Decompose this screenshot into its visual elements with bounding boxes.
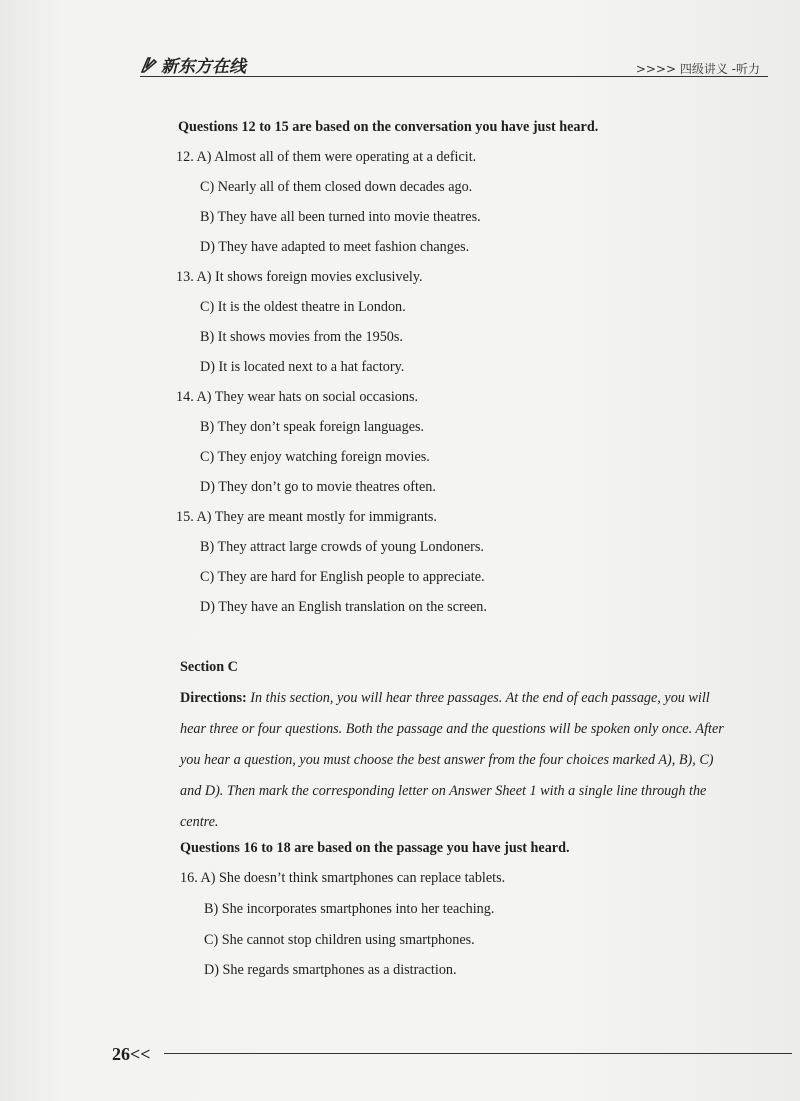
- page-number: 26<<: [112, 1044, 151, 1064]
- q12-option-a: 12. A) Almost all of them were operating at a deficit.: [176, 149, 477, 165]
- directions-label: Directions:: [180, 690, 247, 706]
- footer-divider: [164, 1053, 792, 1054]
- logo: [140, 52, 246, 77]
- directions-line-4: and D). Then mark the corresponding letter on Answer Sheet 1 with a single line through the: [180, 783, 707, 799]
- directions-line-1: [180, 690, 710, 707]
- q14-option-c: C) They enjoy watching foreign movies.: [200, 449, 430, 465]
- directions-line-2: hear three or four questions. Both the passage and the questions will be spoken only once. After: [180, 721, 724, 737]
- questions-16-18-heading: Questions 16 to 18 are based on the passage you have just heard.: [180, 840, 570, 856]
- section-c-title: Section C: [180, 659, 238, 675]
- q14-option-d: D) They don’t go to movie theatres often.: [200, 479, 436, 495]
- q13-option-b: B) It shows movies from the 1950s.: [200, 329, 403, 345]
- q12-option-b: B) They have all been turned into movie theatres.: [200, 209, 481, 225]
- header-section-label: >>>> 四级讲义 -听力: [635, 62, 760, 76]
- page-footer: [112, 1040, 792, 1064]
- q12-option-c: C) Nearly all of them closed down decades ago.: [200, 179, 473, 195]
- q15-option-b: B) They attract large crowds of young Londoners.: [200, 539, 484, 555]
- logo-text: 新东方在线: [161, 57, 246, 77]
- q14-option-b: B) They don’t speak foreign languages.: [200, 419, 425, 435]
- q16-option-d: D) She regards smartphones as a distraction.: [204, 962, 457, 978]
- directions-text-1: In this section, you will hear three passages. At the end of each passage, you will: [250, 690, 710, 706]
- logo-icon: [140, 56, 158, 74]
- q16-option-b: B) She incorporates smartphones into her teaching.: [204, 901, 495, 917]
- questions-12-15-heading: Questions 12 to 15 are based on the conversation you have just heard.: [178, 119, 599, 135]
- q13-option-c: C) It is the oldest theatre in London.: [200, 299, 406, 315]
- q15-option-a: 15. A) They are meant mostly for immigrants.: [176, 509, 437, 525]
- q12-option-d: D) They have adapted to meet fashion changes.: [200, 239, 470, 255]
- page-header: [140, 48, 768, 78]
- q15-option-d: D) They have an English translation on the screen.: [200, 599, 487, 615]
- q14-option-a: 14. A) They wear hats on social occasions.: [176, 389, 419, 405]
- header-divider: [140, 76, 768, 77]
- q13-option-a: 13. A) It shows foreign movies exclusively.: [176, 269, 423, 285]
- directions-line-3: you hear a question, you must choose the best answer from the four choices marked A), B), C): [180, 752, 714, 768]
- directions-line-5: centre.: [180, 814, 219, 830]
- q16-option-c: C) She cannot stop children using smartphones.: [204, 932, 475, 948]
- q15-option-c: C) They are hard for English people to appreciate.: [200, 569, 485, 585]
- q16-option-a: 16. A) She doesn’t think smartphones can replace tablets.: [180, 870, 506, 886]
- q13-option-d: D) It is located next to a hat factory.: [200, 359, 405, 375]
